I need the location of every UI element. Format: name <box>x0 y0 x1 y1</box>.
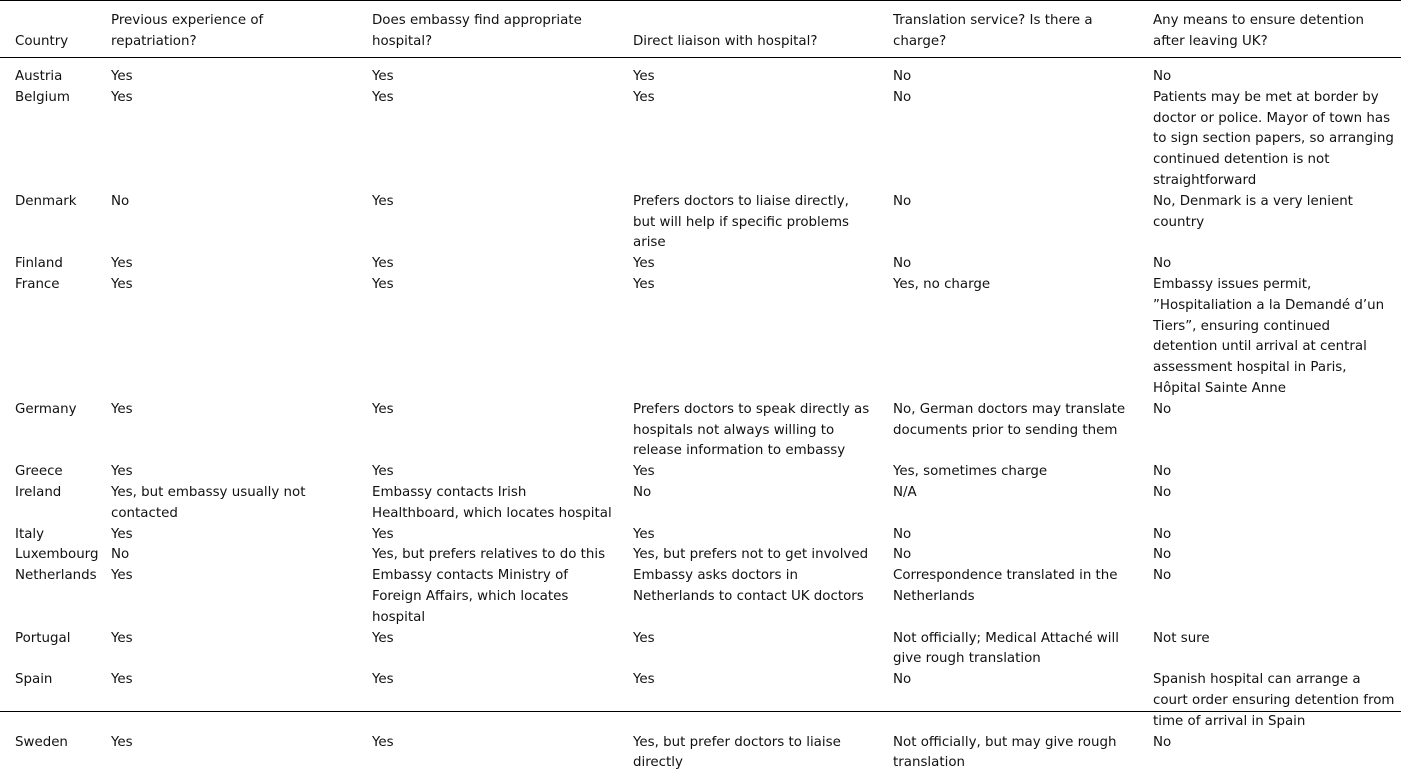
table-row <box>0 670 1401 732</box>
cell-previous-experience: Yes <box>96 566 357 628</box>
cell-translation-service: No <box>878 525 1138 546</box>
cell-country: Finland <box>0 254 96 275</box>
cell-detention-means: No <box>1138 566 1401 628</box>
cell-translation-service: No <box>878 57 1138 88</box>
cell-translation-service: No <box>878 88 1138 192</box>
table-row <box>0 525 1401 546</box>
cell-previous-experience: Yes <box>96 400 357 462</box>
cell-detention-means: No <box>1138 254 1401 275</box>
cell-direct-liaison: Prefers doctors to liaise directly, but will help if specific problems arise <box>618 192 878 254</box>
cell-translation-service: No <box>878 254 1138 275</box>
cell-embassy-finds-hospital: Yes <box>357 525 618 546</box>
column-header-detention-means: Any means to ensure detention after leaving UK? <box>1138 0 1401 57</box>
cell-country: Denmark <box>0 192 96 254</box>
cell-direct-liaison: Yes <box>618 462 878 483</box>
cell-country: Germany <box>0 400 96 462</box>
cell-detention-means: Embassy issues permit, ”Hospitaliation a la Demandé d’un Tiers”, ensuring continued detention until arrival at central assessment hospital in Paris, Hôpital Sainte Anne <box>1138 275 1401 400</box>
cell-country: Italy <box>0 525 96 546</box>
column-header-previous-experience: Previous experience of repatriation? <box>96 0 357 57</box>
table-body <box>0 57 1401 774</box>
cell-direct-liaison: Yes <box>618 629 878 671</box>
cell-previous-experience: Yes <box>96 275 357 400</box>
cell-previous-experience: Yes <box>96 525 357 546</box>
cell-translation-service: Yes, no charge <box>878 275 1138 400</box>
cell-direct-liaison: Yes, but prefer doctors to liaise directly <box>618 733 878 774</box>
cell-embassy-finds-hospital: Yes, but prefers relatives to do this <box>357 545 618 566</box>
cell-translation-service: Not officially, but may give rough translation <box>878 733 1138 774</box>
cell-previous-experience: Yes <box>96 670 357 732</box>
cell-direct-liaison: Yes <box>618 254 878 275</box>
cell-translation-service: No <box>878 192 1138 254</box>
cell-embassy-finds-hospital: Yes <box>357 88 618 192</box>
cell-embassy-finds-hospital: Yes <box>357 462 618 483</box>
cell-embassy-finds-hospital: Embassy contacts Ministry of Foreign Affairs, which locates hospital <box>357 566 618 628</box>
cell-previous-experience: Yes <box>96 733 357 774</box>
cell-previous-experience: Yes <box>96 57 357 88</box>
cell-country: Greece <box>0 462 96 483</box>
cell-translation-service: Not officially; Medical Attaché will give rough translation <box>878 629 1138 671</box>
cell-translation-service: No <box>878 545 1138 566</box>
cell-country: France <box>0 275 96 400</box>
cell-direct-liaison: Yes <box>618 525 878 546</box>
cell-previous-experience: Yes <box>96 88 357 192</box>
cell-embassy-finds-hospital: Yes <box>357 254 618 275</box>
table-row <box>0 88 1401 192</box>
cell-direct-liaison: Embassy asks doctors in Netherlands to contact UK doctors <box>618 566 878 628</box>
cell-translation-service: N/A <box>878 483 1138 525</box>
cell-translation-service: Correspondence translated in the Netherlands <box>878 566 1138 628</box>
table-row <box>0 733 1401 774</box>
cell-previous-experience: Yes <box>96 629 357 671</box>
header-row <box>0 0 1401 57</box>
table-row <box>0 275 1401 400</box>
column-header-direct-liaison: Direct liaison with hospital? <box>618 0 878 57</box>
cell-country: Luxembourg <box>0 545 96 566</box>
cell-detention-means: No, Denmark is a very lenient country <box>1138 192 1401 254</box>
cell-embassy-finds-hospital: Yes <box>357 733 618 774</box>
table-row <box>0 629 1401 671</box>
cell-direct-liaison: Yes, but prefers not to get involved <box>618 545 878 566</box>
cell-detention-means: Patients may be met at border by doctor or police. Mayor of town has to sign section papers, so arranging continued detention is not straightforward <box>1138 88 1401 192</box>
cell-direct-liaison: No <box>618 483 878 525</box>
cell-detention-means: No <box>1138 733 1401 774</box>
cell-translation-service: No <box>878 670 1138 732</box>
cell-detention-means: Not sure <box>1138 629 1401 671</box>
table-row <box>0 192 1401 254</box>
cell-direct-liaison: Yes <box>618 57 878 88</box>
cell-previous-experience: No <box>96 545 357 566</box>
cell-previous-experience: Yes <box>96 254 357 275</box>
cell-previous-experience: Yes, but embassy usually not contacted <box>96 483 357 525</box>
cell-detention-means: No <box>1138 545 1401 566</box>
cell-embassy-finds-hospital: Yes <box>357 629 618 671</box>
cell-translation-service: No, German doctors may translate documents prior to sending them <box>878 400 1138 462</box>
cell-country: Netherlands <box>0 566 96 628</box>
cell-embassy-finds-hospital: Yes <box>357 192 618 254</box>
cell-embassy-finds-hospital: Yes <box>357 275 618 400</box>
cell-detention-means: No <box>1138 525 1401 546</box>
table-row <box>0 545 1401 566</box>
table-row <box>0 483 1401 525</box>
cell-previous-experience: Yes <box>96 462 357 483</box>
column-header-embassy-finds-hospital: Does embassy find appropriate hospital? <box>357 0 618 57</box>
cell-country: Belgium <box>0 88 96 192</box>
cell-country: Spain <box>0 670 96 732</box>
table-row <box>0 57 1401 88</box>
table-row <box>0 566 1401 628</box>
cell-direct-liaison: Yes <box>618 275 878 400</box>
cell-detention-means: No <box>1138 483 1401 525</box>
column-header-translation-service: Translation service? Is there a charge? <box>878 0 1138 57</box>
cell-direct-liaison: Prefers doctors to speak directly as hospitals not always willing to release information to embassy <box>618 400 878 462</box>
cell-embassy-finds-hospital: Embassy contacts Irish Healthboard, which locates hospital <box>357 483 618 525</box>
cell-embassy-finds-hospital: Yes <box>357 400 618 462</box>
cell-country: Sweden <box>0 733 96 774</box>
cell-embassy-finds-hospital: Yes <box>357 670 618 732</box>
table-row <box>0 400 1401 462</box>
cell-detention-means: Spanish hospital can arrange a court order ensuring detention from time of arrival in Spain <box>1138 670 1401 732</box>
table-row <box>0 462 1401 483</box>
cell-country: Austria <box>0 57 96 88</box>
cell-detention-means: No <box>1138 57 1401 88</box>
cell-country: Portugal <box>0 629 96 671</box>
cell-direct-liaison: Yes <box>618 88 878 192</box>
table-row <box>0 254 1401 275</box>
cell-previous-experience: No <box>96 192 357 254</box>
cell-direct-liaison: Yes <box>618 670 878 732</box>
cell-detention-means: No <box>1138 462 1401 483</box>
cell-translation-service: Yes, sometimes charge <box>878 462 1138 483</box>
cell-embassy-finds-hospital: Yes <box>357 57 618 88</box>
column-header-country: Country <box>0 0 96 57</box>
cell-country: Ireland <box>0 483 96 525</box>
cell-detention-means: No <box>1138 400 1401 462</box>
